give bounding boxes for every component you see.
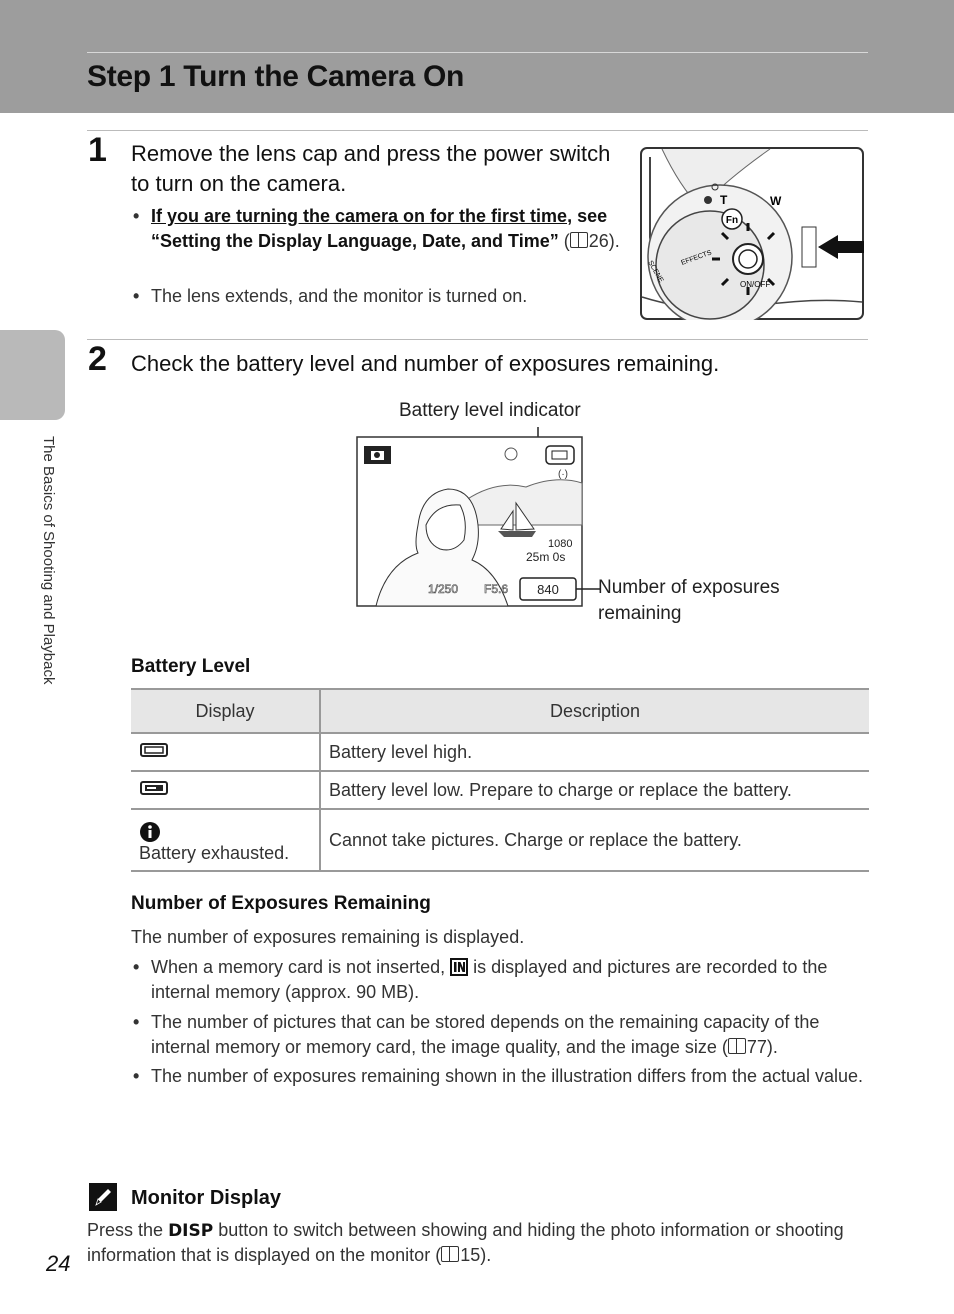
- effects-label: EFFECTS: [680, 249, 713, 267]
- step1-number: 1: [88, 131, 107, 169]
- book-ref-icon: [728, 1038, 746, 1054]
- monitor-display-heading: Monitor Display: [131, 1187, 282, 1209]
- exposures-bullet-illustration: [133, 1064, 867, 1089]
- exposures-intro: The number of exposures remaining is displayed.: [131, 927, 525, 947]
- battery-level-table: [131, 688, 869, 872]
- note-text-b: button to switch between showing and hiding the photo information or shooting information that is displayed on the monitor (: [87, 1220, 844, 1265]
- bullet-dot: •: [133, 286, 140, 306]
- info-icon: [139, 821, 161, 843]
- bullet-dot: •: [133, 1012, 140, 1032]
- battery-low-cell: [131, 771, 320, 809]
- exposures-heading: Number of Exposures Remaining: [131, 893, 431, 914]
- svg-text:(·): (·): [558, 469, 568, 480]
- battery-low-description: Battery level low. Prepare to charge or replace the battery.: [320, 771, 869, 809]
- monitor-illustration: [356, 425, 600, 610]
- battery-exhausted-label: Battery exhausted.: [139, 842, 290, 863]
- battery-full-cell: [131, 733, 320, 771]
- battery-high-description: Battery level high.: [320, 733, 869, 771]
- capacity-text: The number of pictures that can be stored depends on the remaining capacity of the internal memory or memory card, the image quality, and the image size (: [151, 1012, 820, 1057]
- fn-label: Fn: [725, 215, 739, 226]
- page-title: Step 1 Turn the Camera On: [87, 60, 465, 93]
- video-size-readout: 1080: [548, 538, 573, 550]
- exposures-bullet-capacity: [133, 1010, 867, 1060]
- first-time-ref-page: 26).: [588, 231, 620, 251]
- table-row: [131, 733, 869, 771]
- scene-label: SCENE: [646, 259, 665, 284]
- bullet-dot: •: [133, 1066, 140, 1086]
- table-row: [131, 771, 869, 809]
- header-band: [0, 0, 954, 113]
- onoff-label: ON/OFF: [740, 280, 771, 289]
- pencil-note-icon: [89, 1183, 117, 1211]
- table-row: [131, 809, 869, 871]
- step1-bullet-lens: [133, 284, 621, 309]
- battery-full-icon: [139, 742, 169, 758]
- aperture-readout: F5.6: [484, 582, 509, 596]
- step1-text: Remove the lens cap and press the power switch to turn on the camera.: [131, 141, 611, 196]
- column-header-description: Description: [320, 689, 869, 733]
- illustration-differs-text: The number of exposures remaining shown in the illustration differs from the actual value.: [151, 1066, 864, 1086]
- note-text-a: Press the: [87, 1220, 164, 1240]
- battery-exhausted-description: Cannot take pictures. Charge or replace the battery.: [320, 809, 869, 871]
- table-header-row: [131, 689, 869, 733]
- monitor-display-text: [87, 1218, 867, 1267]
- exposures-remaining-readout: 840: [537, 582, 559, 597]
- step2-text: Check the battery level and number of exposures remaining.: [131, 351, 720, 376]
- book-ref-icon: [441, 1246, 459, 1262]
- battery-exhausted-cell: [131, 809, 320, 871]
- book-ref-icon: [570, 232, 588, 248]
- side-tab: [0, 330, 65, 420]
- tele-label: T: [720, 193, 728, 207]
- internal-memory-text-a: When a memory card is not inserted,: [151, 957, 446, 977]
- callout-battery-indicator: Battery level indicator: [399, 400, 581, 421]
- note-ref-page: 15).: [460, 1245, 492, 1265]
- page-number: 24: [46, 1251, 71, 1276]
- bullet-dot: •: [133, 206, 140, 226]
- internal-memory-text-b: is displayed and pictures are recorded to the internal memory (approx. 90 MB).: [151, 957, 828, 1002]
- first-time-ref-title: see “Setting the Display Language, Date, and Time”: [151, 206, 608, 251]
- bullet-dot: •: [133, 957, 140, 977]
- first-time-link[interactable]: If you are turning the camera on for the first time,: [151, 206, 573, 226]
- capacity-ref-page: 77).: [746, 1037, 778, 1057]
- step1-rule: [87, 130, 868, 131]
- column-header-display: Display: [131, 689, 320, 733]
- shutter-speed-readout: 1/250: [428, 582, 459, 596]
- step1-bullet-first-time: • If you are turning the camera on for the first time, see “Setting the Display Language, Date, and Time” ( 26).: [133, 206, 620, 251]
- lens-extends-text: The lens extends, and the monitor is turned on.: [151, 286, 528, 306]
- camera-power-switch-illustration: [640, 147, 864, 320]
- step2-rule: [87, 339, 868, 340]
- battery-low-icon: [139, 780, 169, 796]
- wide-label: W: [770, 194, 782, 208]
- internal-memory-icon: [450, 958, 468, 976]
- battery-level-heading: Battery Level: [131, 656, 251, 677]
- step2-number: 2: [88, 340, 107, 378]
- callout-exposures-remaining: Number of exposures remaining: [598, 577, 780, 624]
- header-rule: [87, 52, 868, 53]
- disp-button-label: DISP: [168, 1221, 214, 1241]
- side-tab-label: The Basics of Shooting and Playback: [40, 436, 57, 685]
- record-time-readout: 25m 0s: [526, 550, 566, 564]
- exposures-bullet-internal-memory: [133, 955, 867, 1005]
